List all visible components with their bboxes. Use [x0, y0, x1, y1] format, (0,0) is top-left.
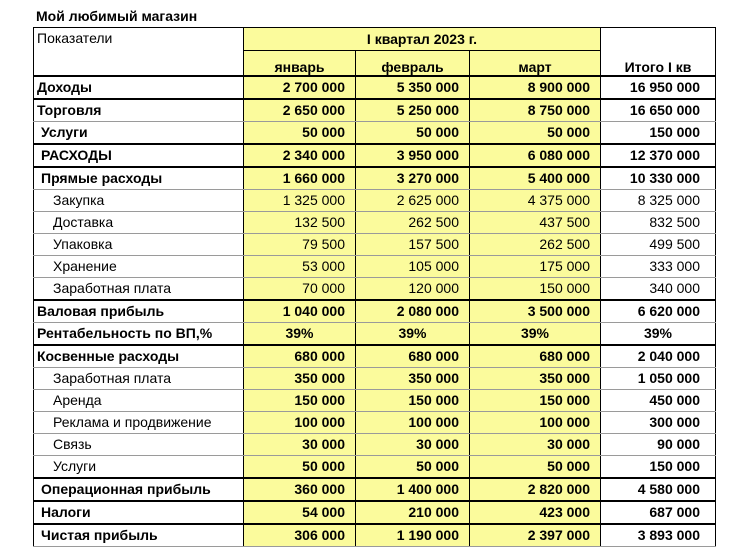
table-row: [34, 456, 716, 479]
row-label: Хранение: [34, 256, 244, 278]
cell-mar: 150 000: [470, 390, 601, 412]
cell-jan: 150 000: [244, 390, 356, 412]
cell-jan: 100 000: [244, 412, 356, 434]
cell-mar: 350 000: [470, 368, 601, 390]
table-row: [34, 368, 716, 390]
row-label: Связь: [34, 434, 244, 456]
row-label: Доставка: [34, 212, 244, 234]
row-label: РАСХОДЫ: [34, 144, 244, 167]
cell-jan: 50 000: [244, 122, 356, 145]
cell-mar: 50 000: [470, 456, 601, 479]
table-row: [34, 478, 716, 501]
cell-jan: 1 040 000: [244, 300, 356, 323]
cell-feb: 1 400 000: [356, 478, 470, 501]
row-label: Операционная прибыль: [34, 478, 244, 501]
cell-feb: 3 950 000: [356, 144, 470, 167]
cell-jan: 360 000: [244, 478, 356, 501]
cell-feb: 680 000: [356, 345, 470, 368]
row-label: Закупка: [34, 190, 244, 212]
cell-total: 1 050 000: [601, 368, 716, 390]
table-row: [34, 323, 716, 346]
header-month-feb: февраль: [356, 51, 470, 77]
cell-jan: 54 000: [244, 501, 356, 524]
cell-jan: 2 650 000: [244, 99, 356, 122]
cell-total: 8 325 000: [601, 190, 716, 212]
table-row: [34, 434, 716, 456]
cell-mar: 2 397 000: [470, 524, 601, 547]
cell-total: 4 580 000: [601, 478, 716, 501]
cell-total: 832 500: [601, 212, 716, 234]
row-label: Реклама и продвижение: [34, 412, 244, 434]
cell-jan: 79 500: [244, 234, 356, 256]
cell-feb: 3 270 000: [356, 167, 470, 190]
cell-feb: 30 000: [356, 434, 470, 456]
cell-mar: 6 080 000: [470, 144, 601, 167]
cell-total: 2 040 000: [601, 345, 716, 368]
cell-jan: 132 500: [244, 212, 356, 234]
table-row: [34, 256, 716, 278]
cell-mar: 175 000: [470, 256, 601, 278]
page-title: Мой любимый магазин: [36, 8, 198, 24]
cell-mar: 150 000: [470, 278, 601, 301]
table-row: [34, 412, 716, 434]
table-row: [34, 524, 716, 547]
row-label: Доходы: [34, 76, 244, 99]
cell-jan: 2 340 000: [244, 144, 356, 167]
header-total-spacer: [601, 28, 716, 51]
cell-mar: 8 750 000: [470, 99, 601, 122]
cell-feb: 105 000: [356, 256, 470, 278]
cell-mar: 262 500: [470, 234, 601, 256]
cell-total: 300 000: [601, 412, 716, 434]
cell-jan: 2 700 000: [244, 76, 356, 99]
cell-feb: 120 000: [356, 278, 470, 301]
cell-mar: 3 500 000: [470, 300, 601, 323]
cell-mar: 39%: [470, 323, 601, 346]
cell-jan: 1 325 000: [244, 190, 356, 212]
cell-mar: 30 000: [470, 434, 601, 456]
cell-feb: 50 000: [356, 122, 470, 145]
row-label: Рентабельность по ВП,%: [34, 323, 244, 346]
header-quarter: I квартал 2023 г.: [244, 28, 601, 51]
cell-feb: 1 190 000: [356, 524, 470, 547]
cell-jan: 30 000: [244, 434, 356, 456]
header-month-mar: март: [470, 51, 601, 77]
table-row: [34, 76, 716, 99]
table-row: [34, 190, 716, 212]
cell-total: 6 620 000: [601, 300, 716, 323]
quarterly-report-table: [33, 27, 716, 547]
cell-feb: 350 000: [356, 368, 470, 390]
header-month-jan: январь: [244, 51, 356, 77]
cell-feb: 100 000: [356, 412, 470, 434]
cell-feb: 157 500: [356, 234, 470, 256]
table-row: [34, 212, 716, 234]
cell-total: 10 330 000: [601, 167, 716, 190]
table-row: [34, 345, 716, 368]
cell-feb: 262 500: [356, 212, 470, 234]
cell-feb: 210 000: [356, 501, 470, 524]
cell-jan: 680 000: [244, 345, 356, 368]
cell-total: 340 000: [601, 278, 716, 301]
row-label: Чистая прибыль: [34, 524, 244, 547]
cell-mar: 680 000: [470, 345, 601, 368]
row-label: Заработная плата: [34, 368, 244, 390]
table-row: [34, 390, 716, 412]
table-row: [34, 234, 716, 256]
cell-total: 150 000: [601, 456, 716, 479]
table-row: [34, 278, 716, 301]
cell-mar: 8 900 000: [470, 76, 601, 99]
cell-total: 499 500: [601, 234, 716, 256]
cell-mar: 2 820 000: [470, 478, 601, 501]
cell-total: 687 000: [601, 501, 716, 524]
row-label: Аренда: [34, 390, 244, 412]
cell-feb: 150 000: [356, 390, 470, 412]
row-label: Прямые расходы: [34, 167, 244, 190]
cell-feb: 5 350 000: [356, 76, 470, 99]
cell-total: 12 370 000: [601, 144, 716, 167]
cell-feb: 2 625 000: [356, 190, 470, 212]
cell-total: 16 650 000: [601, 99, 716, 122]
cell-mar: 437 500: [470, 212, 601, 234]
cell-mar: 100 000: [470, 412, 601, 434]
cell-total: 150 000: [601, 122, 716, 145]
cell-jan: 70 000: [244, 278, 356, 301]
cell-mar: 50 000: [470, 122, 601, 145]
row-label: Косвенные расходы: [34, 345, 244, 368]
table-row: [34, 144, 716, 167]
cell-jan: 350 000: [244, 368, 356, 390]
row-label: Торговля: [34, 99, 244, 122]
cell-mar: 5 400 000: [470, 167, 601, 190]
cell-jan: 306 000: [244, 524, 356, 547]
header-total: Итого I кв: [601, 51, 716, 77]
cell-total: 16 950 000: [601, 76, 716, 99]
table-row: [34, 122, 716, 145]
row-label: Упаковка: [34, 234, 244, 256]
table-row: [34, 167, 716, 190]
table-row: [34, 99, 716, 122]
cell-jan: 50 000: [244, 456, 356, 479]
cell-jan: 53 000: [244, 256, 356, 278]
cell-feb: 39%: [356, 323, 470, 346]
cell-mar: 423 000: [470, 501, 601, 524]
cell-total: 39%: [601, 323, 716, 346]
cell-total: 3 893 000: [601, 524, 716, 547]
cell-total: 450 000: [601, 390, 716, 412]
header-indicators: Показатели: [34, 28, 244, 77]
row-label: Заработная плата: [34, 278, 244, 301]
row-label: Валовая прибыль: [34, 300, 244, 323]
cell-total: 333 000: [601, 256, 716, 278]
cell-total: 90 000: [601, 434, 716, 456]
cell-feb: 2 080 000: [356, 300, 470, 323]
table-row: [34, 501, 716, 524]
row-label: Услуги: [34, 122, 244, 145]
cell-jan: 39%: [244, 323, 356, 346]
cell-jan: 1 660 000: [244, 167, 356, 190]
cell-mar: 4 375 000: [470, 190, 601, 212]
cell-feb: 50 000: [356, 456, 470, 479]
table-row: [34, 300, 716, 323]
cell-feb: 5 250 000: [356, 99, 470, 122]
row-label: Услуги: [34, 456, 244, 479]
row-label: Налоги: [34, 501, 244, 524]
